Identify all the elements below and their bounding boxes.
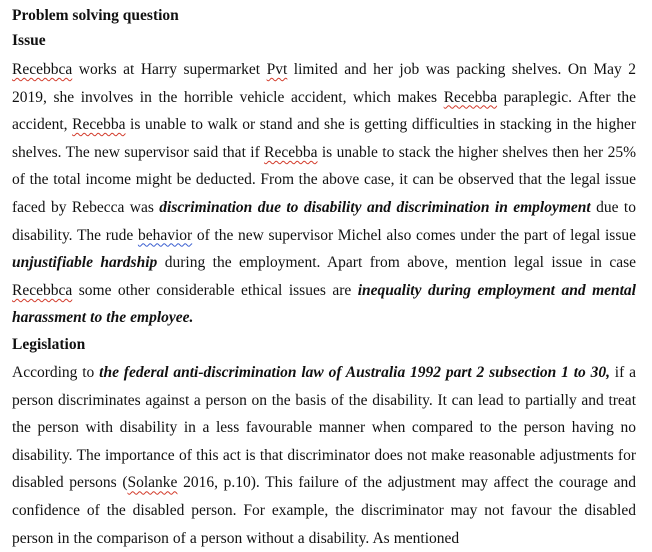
emphasized-text: the federal anti-discrimination law of Australia 1992 part 2 subsection 1 to 30, — [99, 363, 610, 381]
spelling-flagged-word: Pvt — [266, 61, 288, 78]
text-run: works at Harry supermarket — [72, 61, 267, 78]
issue-paragraph — [12, 56, 636, 332]
document-title: Problem solving question — [12, 7, 179, 24]
text-run: of the new supervisor Michel also comes under the part of legal issue — [192, 226, 636, 244]
text-run: According to — [12, 363, 100, 381]
text-run: some other considerable ethical issues are — [72, 281, 358, 299]
text-run: is unable to walk or stand and she is getting difficulties in stacking in the higher shelves. The new supervisor said that if — [12, 116, 636, 161]
emphasized-text: inequality during employment and mental harassment to the employee. — [12, 281, 636, 327]
spelling-flagged-word: Recebba — [443, 88, 498, 106]
spelling-flagged-word: Recebba — [264, 143, 318, 161]
emphasized-text: discrimination due to disability and discrimination in employment — [159, 198, 591, 216]
text-run: during the employment. Apart from above, mention legal issue in case — [157, 254, 637, 272]
issue-heading: Issue — [12, 32, 46, 49]
text-run: 2016, p.10). This failure of the adjustment may affect the courage and confidence of the disabled person. For example, the discriminator may not favour the disabled person in the comparison of a person without a disability. As mentioned — [12, 474, 636, 547]
spelling-flagged-word: Recebbca — [12, 61, 73, 78]
document-page — [12, 4, 636, 552]
spelling-flagged-word: Recebbca — [12, 281, 73, 299]
legislation-heading: Legislation — [12, 335, 86, 353]
grammar-flagged-word: behavior — [137, 226, 193, 244]
text-run: if a person discriminates against a person on the basis of the disability. It can lead to partially and treat the person with disability in a less favourable manner when compared to the person having no disability. The importance of this act is that discriminator does not make reasonable adjustments for disabled persons ( — [12, 363, 636, 492]
text-run: limited and her job was packing shelves. On May 2 2019, she involves in the horrible vehicle accident, which makes — [12, 61, 637, 106]
emphasized-text: unjustifiable hardship — [12, 254, 158, 272]
text-run: paraplegic. After the accident, — [12, 88, 636, 134]
spelling-flagged-word: Recebba — [72, 116, 126, 134]
legislation-paragraph — [12, 359, 636, 552]
spelling-flagged-word: Solanke — [127, 474, 178, 492]
text-run: due to disability. The rude — [12, 198, 636, 244]
text-run: is unable to stack the higher shelves then her 25% of the total income might be deducted. From the above case, it can be observed that the legal issue faced by Rebecca was — [12, 143, 636, 216]
